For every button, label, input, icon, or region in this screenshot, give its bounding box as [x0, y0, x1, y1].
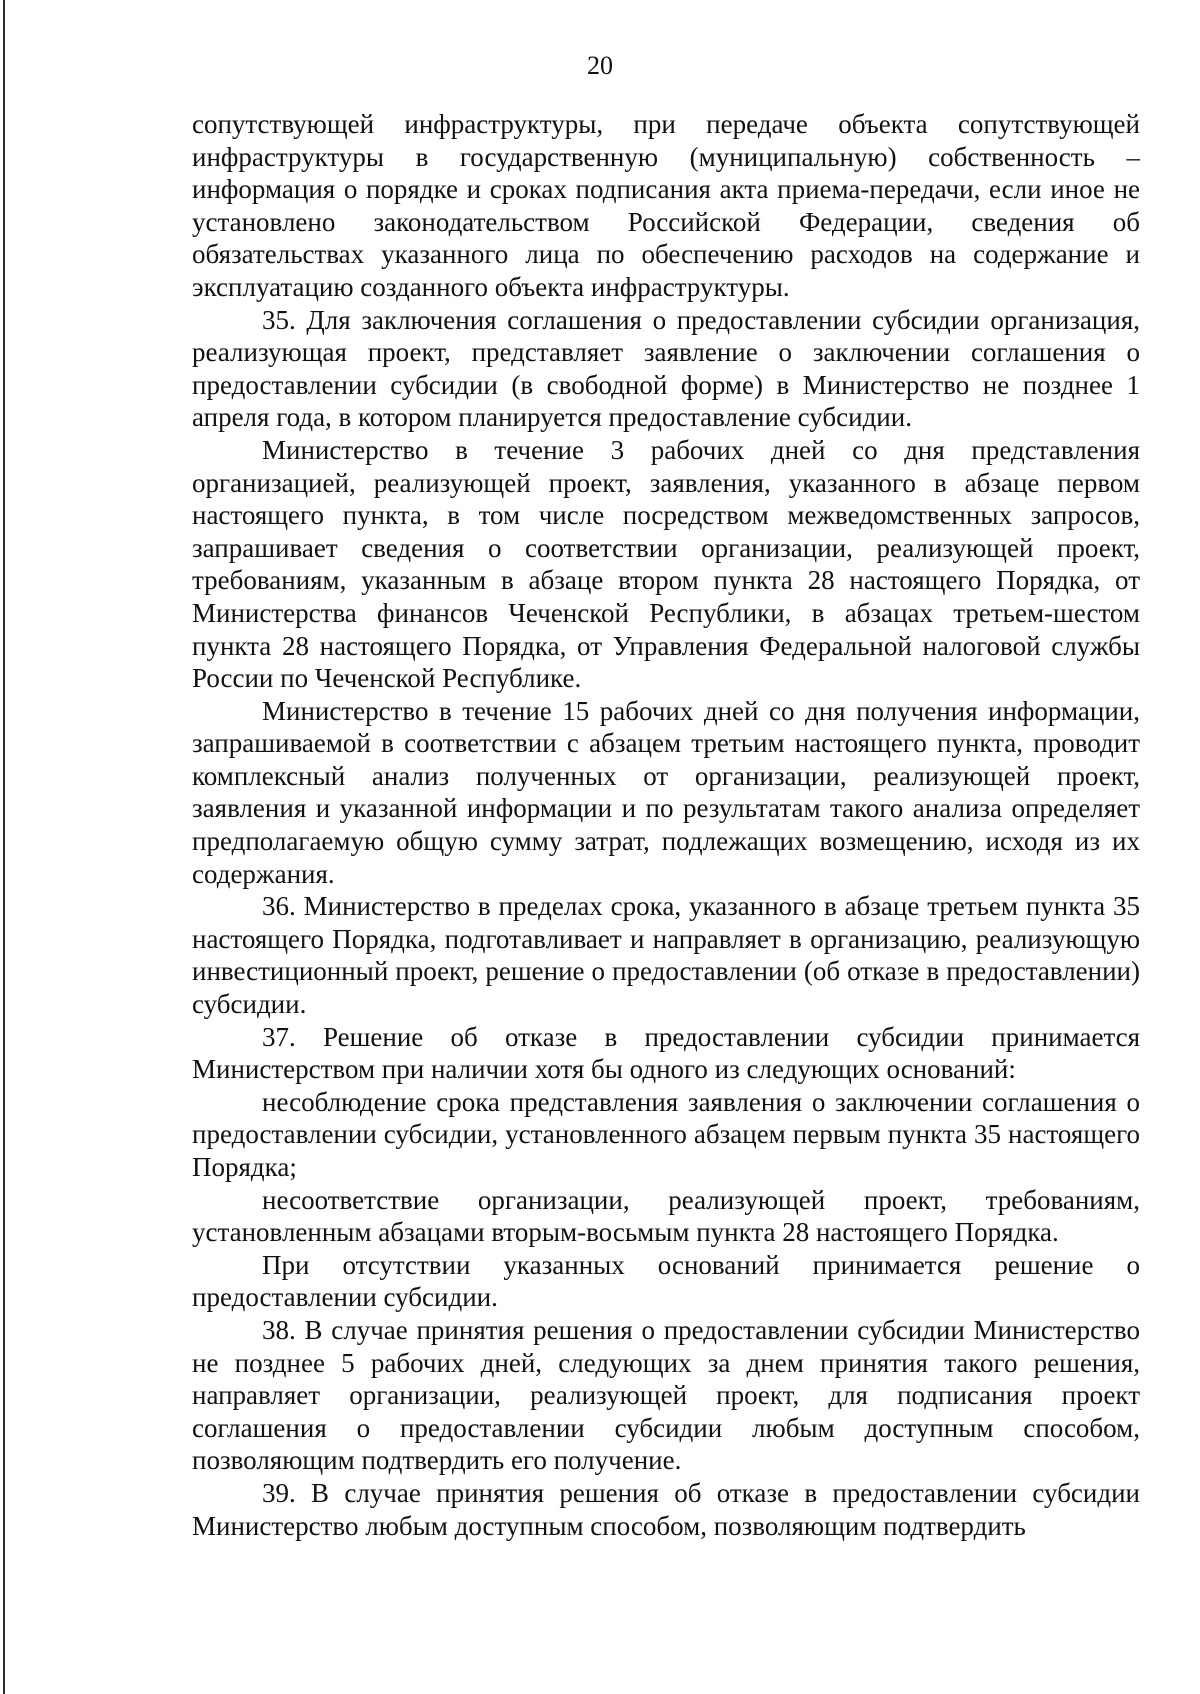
- document-body: [192, 108, 1140, 1542]
- paragraph-item-37-ground-1: несоблюдение срока представления заявления о заключении соглашения о предоставлении субсидии, установленного абзацем первым пункта 35 настоящего Порядка;: [192, 1086, 1140, 1182]
- page-number: 20: [587, 51, 613, 80]
- paragraph-item-37-ground-2: несоответствие организации, реализующей проект, требованиям, установленным абзацами вторым-восьмым пункта 28 настоящего Порядка.: [192, 1184, 1140, 1248]
- paragraph-item-39: 39. В случае принятия решения об отказе в предоставлении субсидии Министерство любым доступным способом, позволяющим подтвердить: [192, 1477, 1140, 1541]
- paragraph-item-36: 36. Министерство в пределах срока, указанного в абзаце третьем пункта 35 настоящего Порядка, подготавливает и направляет в организацию, реализующую инвестиционный проект, решение о предоставлении (об отказе в предоставлении) субсидии.: [192, 891, 1140, 1020]
- paragraph-item-37-otherwise: При отсутствии указанных оснований принимается решение о предоставлении субсидии.: [192, 1249, 1140, 1313]
- paragraph-item-35-analysis: Министерство в течение 15 рабочих дней со дня получения информации, запрашиваемой в соответствии с абзацем третьим настоящего пункта, проводит комплексный анализ полученных от организации, реализующей проект, заявления и указанной информации и по результатам такого анализа определяет предполагаемую общую сумму затрат, подлежащих возмещению, исходя из их содержания.: [192, 695, 1140, 889]
- paragraph-continuation: сопутствующей инфраструктуры, при передаче объекта сопутствующей инфраструктуры в государственную (муниципальную) собственность – информация о порядке и сроках подписания акта приема-передачи, если иное не установлено законодательством Российской Федерации, сведения об обязательствах указанного лица по обеспечению расходов на содержание и эксплуатацию созданного объекта инфраструктуры.: [192, 109, 1140, 302]
- paragraph-item-38: 38. В случае принятия решения о предоставлении субсидии Министерство не позднее 5 рабочих дней, следующих за днем принятия такого решения, направляет организации, реализующей проект, для подписания проект соглашения о предоставлении субсидии любым доступным способом, позволяющим подтвердить его получение.: [192, 1314, 1140, 1476]
- paragraph-item-37: 37. Решение об отказе в предоставлении субсидии принимается Министерством при наличии хотя бы одного из следующих оснований:: [192, 1021, 1140, 1085]
- scan-edge-line: [3, 0, 5, 1694]
- paragraph-item-35: 35. Для заключения соглашения о предоставлении субсидии организация, реализующая проект, представляет заявление о заключении соглашения о предоставлении субсидии (в свободной форме) в Министерство не позднее 1 апреля года, в котором планируется предоставление субсидии.: [192, 304, 1140, 433]
- paragraph-item-35-requests: Министерство в течение 3 рабочих дней со дня представления организацией, реализующей проект, заявления, указанного в абзаце первом настоящего пункта, в том числе посредством межведомственных запросов, запрашивает сведения о соответствии организации, реализующей проект, требованиям, указанным в абзаце втором пункта 28 настоящего Порядка, от Министерства финансов Чеченской Республики, в абзацах третьем-шестом пункта 28 настоящего Порядка, от Управления Федеральной налоговой службы России по Чеченской Республике.: [192, 434, 1140, 694]
